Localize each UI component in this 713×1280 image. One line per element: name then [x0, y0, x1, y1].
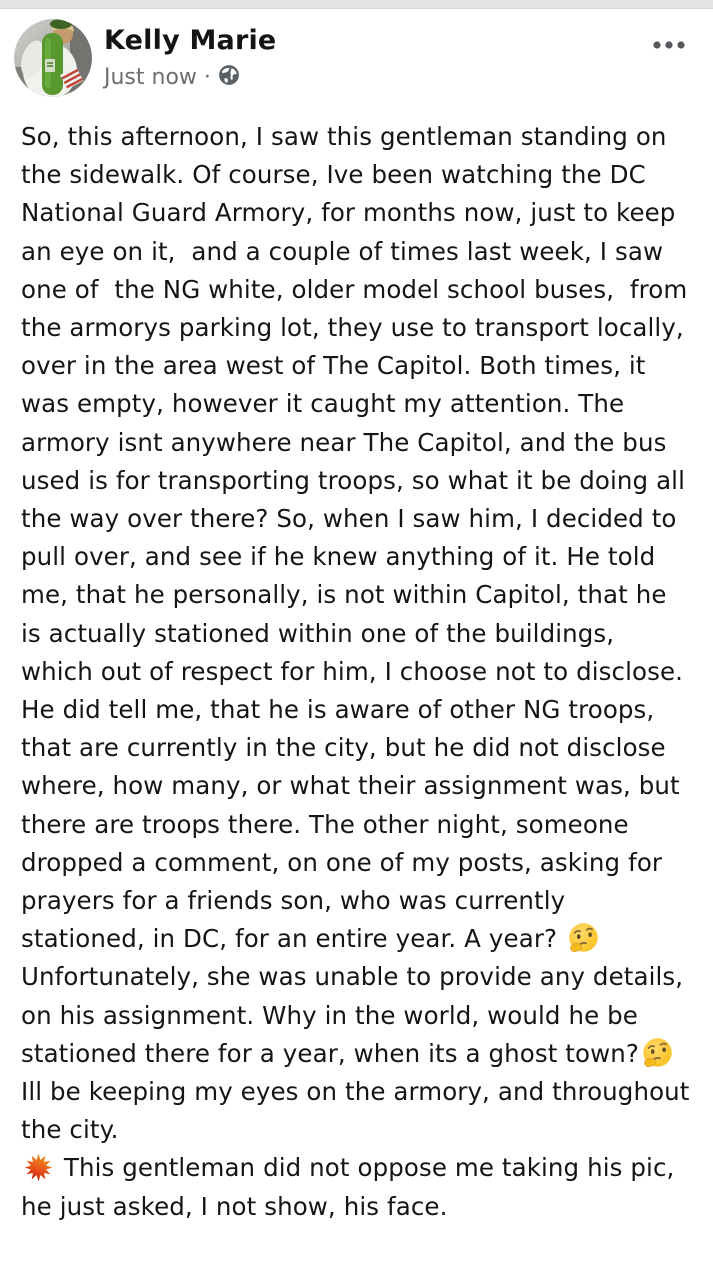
top-strip — [0, 0, 713, 9]
thinking-face-emoji — [641, 1036, 674, 1069]
author-name[interactable]: Kelly Marie — [104, 25, 277, 56]
avatar-image — [14, 19, 92, 97]
post-body-text — [0, 97, 713, 1226]
body-text-part1: So, this afternoon, I saw this gentleman standing on the sidewalk. Of course, Ive been watching the DC National Guard Armory, for months now, just to keep an eye on it, and a couple of times last week, I saw one of the NG white, older model school buses, from the armorys parking lot, they use to transport locally, over in the area west of The Capitol. Both times, it was empty, however it caught my attention. The armory isnt anywhere near The Capitol, and the bus used is for transporting troops, so what it be doing all the way over there? So, when I saw him, I decided to pull over, and see if he knew anything of it. He told me, that he personally, is not within Capitol, that he is actually stationed within one of the buildings, which out of respect for him, I choose not to disclose. He did tell me, that he is aware of other NG troops, that are currently in the city, but he did not disclose where, how many, or what their assignment was, but there are troops there. The other night, someone dropped a comment, on one of my posts, asking for prayers for a friends son, who was currently stationed, in DC, for an entire year. A year? — [21, 122, 696, 954]
globe-icon — [218, 64, 240, 92]
red-starburst-emoji — [23, 1152, 54, 1183]
body-text-part4: This gentleman did not oppose me taking his pic, he just asked, I not show, his face. — [21, 1153, 683, 1221]
post-card — [0, 9, 713, 1226]
more-options-button[interactable] — [649, 33, 689, 57]
timestamp-label: Just now — [104, 64, 197, 90]
post-header — [0, 9, 713, 97]
header-text — [104, 19, 276, 92]
meta-separator: · — [203, 64, 211, 90]
body-text-part2: Unfortunately, she was unable to provide any details, on his assignment. Why in the world, would he be stationed there for a year, when its a ghost town? — [21, 924, 692, 1068]
author-avatar[interactable] — [14, 19, 92, 97]
post-timestamp[interactable] — [104, 62, 276, 92]
ellipsis-icon — [651, 39, 687, 51]
thinking-face-emoji — [567, 921, 600, 954]
body-text-part3: Ill be keeping my eyes on the armory, and throughout the city. — [21, 1038, 698, 1145]
